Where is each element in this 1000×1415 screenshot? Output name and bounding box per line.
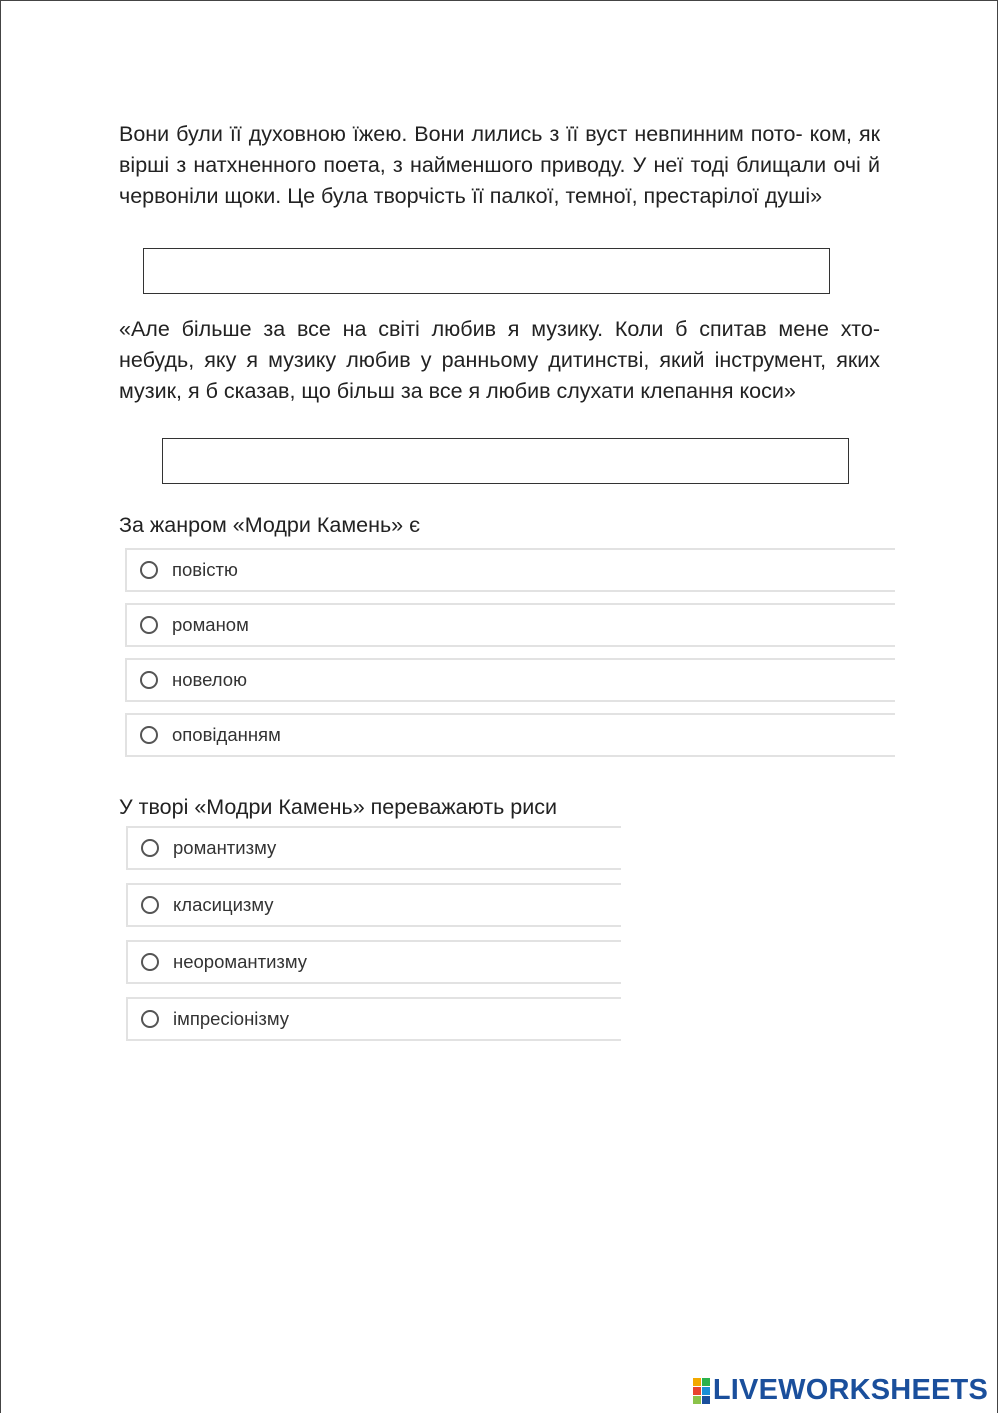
logo-block xyxy=(693,1378,701,1386)
answer-input-1[interactable] xyxy=(143,248,830,294)
radio-circle-icon[interactable] xyxy=(141,896,159,914)
logo-block xyxy=(693,1396,701,1404)
question-2-option[interactable] xyxy=(126,883,621,927)
option-label: романом xyxy=(172,614,249,635)
question-2-option[interactable] xyxy=(126,940,621,984)
passage-2 xyxy=(119,314,880,407)
passage-2-line: небудь, яку я музику любив у ранньому дитинстві, який інструмент, xyxy=(119,348,837,372)
question-1-option[interactable] xyxy=(125,603,895,647)
question-2-option[interactable] xyxy=(126,997,621,1041)
question-1-text: За жанром «Модри Камень» є xyxy=(119,513,421,537)
logo-block xyxy=(693,1387,701,1395)
radio-circle-icon[interactable] xyxy=(141,1010,159,1028)
passage-2-line: коси» xyxy=(739,379,796,403)
passage-1-line: ком, як вірші з натхненного поета, з найменшого приводу. У неї тоді xyxy=(119,122,880,177)
liveworksheets-logo[interactable] xyxy=(693,1374,988,1407)
option-label: імпресіонізму xyxy=(173,1008,290,1029)
question-1-option[interactable] xyxy=(125,548,895,592)
radio-circle-icon[interactable] xyxy=(140,671,158,689)
passage-1-line: Вони були її духовною їжею. Вони лились з її вуст невпинним пото- xyxy=(119,122,810,146)
option-label: новелою xyxy=(172,669,247,690)
logo-text: LIVEWORKSHEETS xyxy=(712,1374,988,1406)
option-label: романтизму xyxy=(173,837,277,858)
logo-block xyxy=(702,1396,710,1404)
question-1-option[interactable] xyxy=(125,658,895,702)
question-1-option[interactable] xyxy=(125,713,895,757)
radio-circle-icon[interactable] xyxy=(140,616,158,634)
logo-block xyxy=(702,1378,710,1386)
question-2-text: У творі «Модри Камень» переважають риси xyxy=(119,795,558,819)
option-label: класицизму xyxy=(173,894,274,915)
option-label: оповіданням xyxy=(172,724,281,745)
radio-circle-icon[interactable] xyxy=(141,839,159,857)
question-2-option[interactable] xyxy=(126,826,621,870)
radio-circle-icon[interactable] xyxy=(140,726,158,744)
radio-circle-icon[interactable] xyxy=(141,953,159,971)
answer-input-2[interactable] xyxy=(162,438,849,484)
option-label: неоромантизму xyxy=(173,951,308,972)
passage-1 xyxy=(119,119,880,212)
radio-circle-icon[interactable] xyxy=(140,561,158,579)
passage-1-line: престарілої душі» xyxy=(643,184,823,208)
logo-block xyxy=(702,1387,710,1395)
option-label: повістю xyxy=(172,559,238,580)
passage-2-line: яких музик, я б сказав, що більш за все я любив слухати клепання xyxy=(119,348,880,403)
logo-blocks-icon xyxy=(693,1378,710,1404)
passage-1-line: блищали очі й червоніли щоки. Це була творчість її палкої, темної, xyxy=(119,153,881,208)
passage-2-line: «Але більше за все на світі любив я музику. Коли б спитав мене хто- xyxy=(119,317,880,341)
